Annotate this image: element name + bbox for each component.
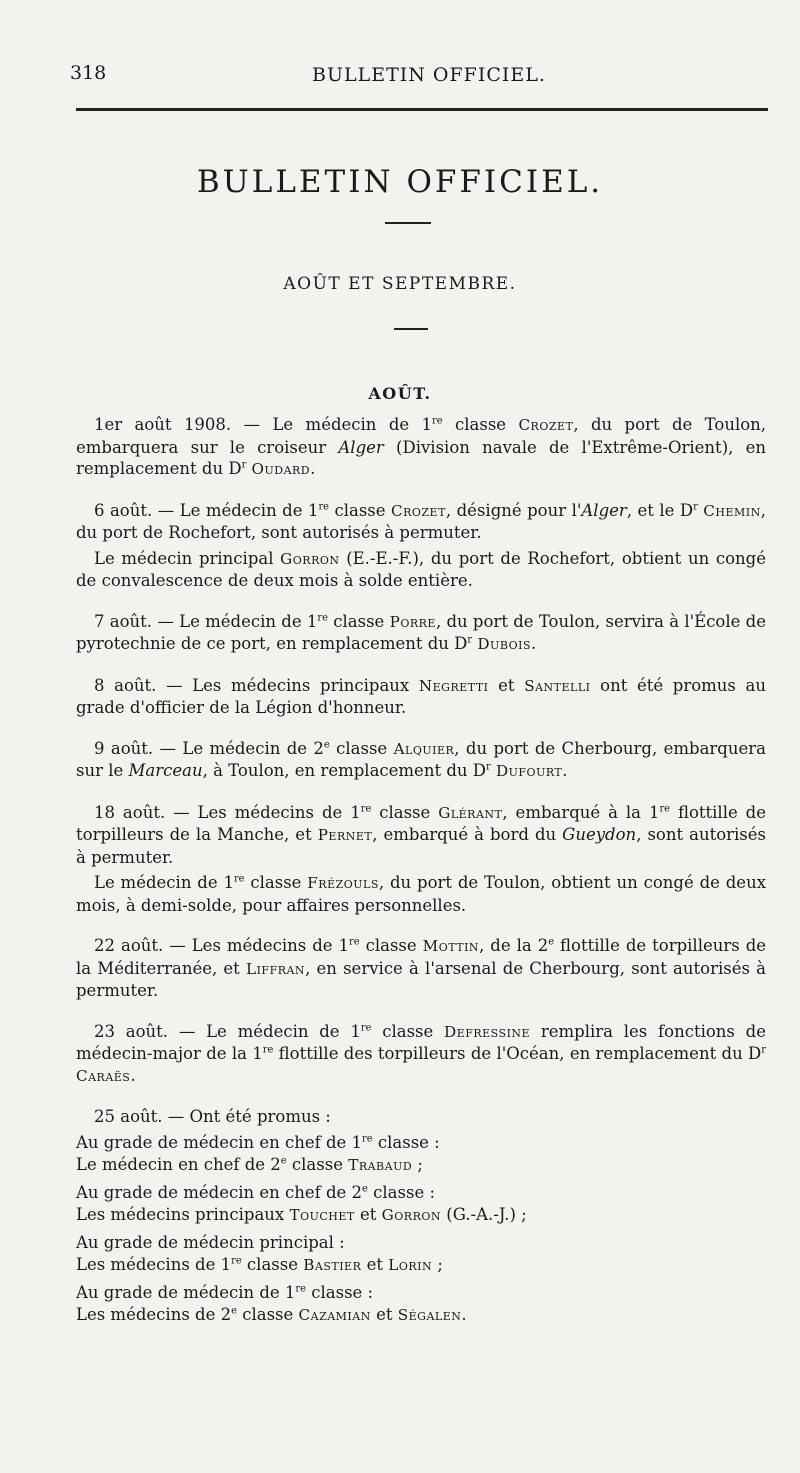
entry-date: 22 août. <box>94 936 164 955</box>
entry-text: — Les médecins de 1re classe Glérant, embarqué à la 1re flottille de torpilleurs de la Manche, et Pernet, embarqué à bord du Gueydon, sont autorisés à permuter. <box>76 802 767 867</box>
entry-paragraph <box>76 935 766 1002</box>
entry-text: — Le médecin de 2e classe Alquier, du port de Cherbourg, embarquera sur le Marceau, à Toulon, en remplacement du $D^r$ Dufourt. <box>76 738 766 780</box>
entry-text: — Le médecin de 1re classe Crozet, du port de Toulon, embarquera sur le croiseur Alger (Division navale de l'Extrême-Orient), en remplacement du $D^r$ Oudard. <box>76 415 767 478</box>
entry-date: 18 août. <box>94 802 166 822</box>
title-divider <box>385 222 431 224</box>
entry-paragraph <box>76 1021 766 1088</box>
entry-text: — Ont été promus : <box>162 1107 331 1126</box>
promotion-list <box>76 1132 766 1326</box>
promotion-line: Les médecins de 2e classe Cazamian et Ségalen. <box>76 1304 467 1324</box>
entry-list <box>76 414 766 1128</box>
document-subtitle: AOÛT ET SEPTEMBRE. <box>283 274 517 294</box>
promotion-line: Au grade de médecin de 1re classe : <box>76 1282 374 1302</box>
entry-paragraph <box>76 802 766 869</box>
subtitle-divider <box>394 328 428 330</box>
entry-text: Le médecin de 1re classe Frézouls, du port de Toulon, obtient un congé de deux mois, à demi-solde, pour affaires personnelles. <box>76 873 766 915</box>
entry-paragraph <box>76 500 766 544</box>
promotion-line: Le médecin en chef de 2e classe Trabaud ; <box>76 1154 423 1174</box>
entry-text: — Les médecins de 1re classe Mottin, de la 2e flottille de torpilleurs de la Méditerranée, et Liffran, en service à l'arsenal de Cherbourg, sont autorisés à permuter. <box>76 936 767 1000</box>
entry-date: 1er août 1908. <box>94 415 232 434</box>
header-rule <box>76 108 768 111</box>
promotion-line: Au grade de médecin en chef de 2e classe : <box>76 1182 436 1202</box>
document-body <box>76 414 766 1326</box>
promotion-line: Les médecins principaux Touchet et Gorron (G.-A.-J.) ; <box>76 1204 527 1224</box>
entry-paragraph <box>76 414 766 481</box>
entry-paragraph <box>76 738 766 783</box>
entry-date: 7 août. <box>94 611 153 631</box>
running-title: BULLETIN OFFICIEL. <box>312 64 546 86</box>
entry-text: — Le médecin de 1re classe Porre, du port de Toulon, servira à l'École de pyrotechnie de ce port, en remplacement du $D^r$ Dubois. <box>76 611 767 653</box>
entry-paragraph <box>76 611 766 656</box>
entry-date: 23 août. <box>94 1021 169 1041</box>
page-number: 318 <box>70 62 107 84</box>
entry-paragraph <box>76 675 766 719</box>
section-heading: AOÛT. <box>368 384 432 403</box>
running-header <box>66 62 760 92</box>
promotion-line: Au grade de médecin en chef de 1re classe : <box>76 1132 440 1152</box>
promotion-line: Les médecins de 1re classe Bastier et Lorin ; <box>76 1254 443 1274</box>
entry-date: 6 août. <box>94 500 153 520</box>
entry-paragraph <box>76 548 766 592</box>
entry-paragraph <box>76 1106 766 1128</box>
promotion-line: Au grade de médecin principal : <box>76 1232 345 1252</box>
document-title: BULLETIN OFFICIEL. <box>196 164 604 200</box>
entry-date: 8 août. <box>94 675 157 695</box>
entry-paragraph <box>76 872 766 916</box>
entry-text: — Le médecin de 1re classe Crozet, désigné pour l'Alger, et le $D^r$ Chemin, du port de Rochefort, sont autorisés à permuter. <box>76 500 767 542</box>
entry-date: 25 août. <box>94 1107 163 1126</box>
entry-text: — Les médecins principaux Negretti et Santelli ont été promus au grade d'officier de la Légion d'honneur. <box>76 675 767 717</box>
entry-text: Le médecin principal Gorron (E.-E.-F.), du port de Rochefort, obtient un congé de convalescence de deux mois à solde entière. <box>76 548 767 590</box>
entry-text: — Le médecin de 1re classe Defressine remplira les fonctions de médecin-major de la 1re flottille des torpilleurs de l'Océan, en remplacement du $D^r$ Caraës. <box>76 1021 766 1085</box>
entry-date: 9 août. <box>94 738 154 758</box>
